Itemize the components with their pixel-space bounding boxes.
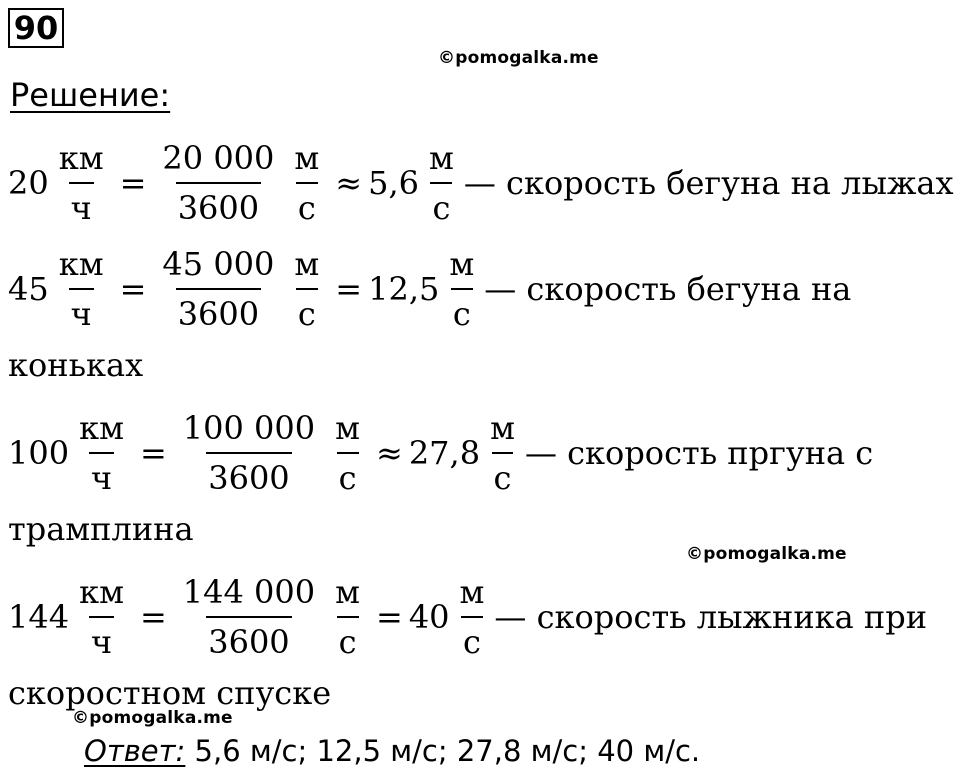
description-continuation: трамплина — [8, 510, 194, 548]
unit-fraction — [333, 573, 362, 661]
fraction-denominator: ч — [69, 288, 94, 330]
result-unit-fraction — [488, 409, 517, 497]
fraction-numerator: м — [428, 139, 454, 177]
equation-line-3 — [8, 398, 873, 508]
fraction-denominator: с — [337, 616, 359, 658]
result-unit-fraction — [458, 573, 487, 661]
fraction-denominator: 3600 — [176, 288, 261, 330]
answer-line — [84, 734, 700, 768]
description-continuation: коньках — [8, 346, 144, 384]
equation-line-1 — [8, 128, 954, 238]
fraction-denominator: 3600 — [206, 616, 291, 658]
fraction-denominator: с — [451, 288, 473, 330]
fraction-denominator: ч — [89, 616, 114, 658]
operator: ≈ — [376, 434, 403, 472]
fraction-numerator: км — [79, 573, 124, 611]
answer-label: Ответ: — [84, 734, 186, 768]
conversion-fraction — [160, 245, 276, 333]
fraction-numerator: м — [490, 409, 515, 447]
fraction-numerator: 100 000 — [182, 409, 316, 447]
fraction-numerator: 144 000 — [182, 573, 316, 611]
description-continuation: скоростном спуске — [8, 674, 332, 712]
operator: = — [119, 164, 147, 202]
fraction-denominator: с — [430, 182, 452, 224]
result-value: 12,5 — [368, 270, 440, 308]
watermark: ©pomogalka.me — [438, 48, 599, 68]
operator: = — [335, 270, 363, 308]
operator: = — [139, 598, 167, 636]
fraction-numerator: м — [459, 573, 485, 611]
watermark: ©pomogalka.me — [686, 544, 847, 564]
result-unit-fraction — [427, 139, 456, 227]
equation-line-2 — [8, 234, 851, 344]
fraction-denominator: 3600 — [206, 452, 291, 494]
fraction-numerator: км — [58, 245, 104, 283]
watermark: ©pomogalka.me — [72, 708, 233, 728]
answer-text: 5,6 м/с; 12,5 м/с; 27,8 м/с; 40 м/с. — [194, 734, 701, 768]
operator: = — [139, 434, 167, 472]
description-text: — скорость бегуна на — [484, 270, 852, 308]
conversion-fraction — [181, 573, 317, 661]
unit-fraction — [333, 409, 362, 497]
lhs-unit-fraction — [77, 409, 126, 497]
lhs-value: 45 — [8, 270, 49, 308]
conversion-fraction — [181, 409, 317, 497]
unit-fraction — [292, 245, 321, 333]
result-unit-fraction — [447, 245, 476, 333]
result-value: 27,8 — [408, 434, 481, 472]
fraction-denominator: с — [296, 288, 318, 330]
fraction-numerator: 20 000 — [162, 139, 275, 177]
lhs-unit-fraction — [77, 573, 126, 661]
result-value: 5,6 — [368, 164, 419, 202]
fraction-numerator: м — [449, 245, 475, 283]
description-text: — скорость пргуна с — [524, 434, 874, 472]
fraction-numerator: км — [79, 409, 124, 447]
fraction-numerator: м — [294, 139, 320, 177]
fraction-numerator: 45 000 — [162, 245, 275, 283]
lhs-value: 144 — [8, 598, 70, 636]
fraction-denominator: 3600 — [176, 182, 261, 224]
description-text: — скорость бегуна на лыжах — [463, 164, 954, 202]
lhs-value: 100 — [8, 434, 70, 472]
fraction-numerator: м — [335, 409, 360, 447]
lhs-value: 20 — [8, 164, 49, 202]
fraction-numerator: км — [58, 139, 104, 177]
fraction-denominator: ч — [89, 452, 114, 494]
solution-heading: Решение: — [10, 76, 171, 114]
fraction-denominator: с — [337, 452, 359, 494]
result-value: 40 — [408, 598, 450, 636]
fraction-denominator: ч — [69, 182, 94, 224]
lhs-unit-fraction — [57, 139, 106, 227]
operator: = — [119, 270, 147, 308]
task-number: 90 — [8, 8, 64, 48]
operator: ≈ — [335, 164, 363, 202]
fraction-numerator: м — [294, 245, 320, 283]
description-text: — скорость лыжника при — [494, 598, 928, 636]
fraction-denominator: с — [492, 452, 514, 494]
fraction-numerator: м — [335, 573, 360, 611]
equation-line-4 — [8, 562, 927, 672]
lhs-unit-fraction — [57, 245, 106, 333]
operator: = — [376, 598, 403, 636]
unit-fraction — [292, 139, 321, 227]
fraction-denominator: с — [296, 182, 318, 224]
fraction-denominator: с — [461, 616, 483, 658]
conversion-fraction — [160, 139, 276, 227]
